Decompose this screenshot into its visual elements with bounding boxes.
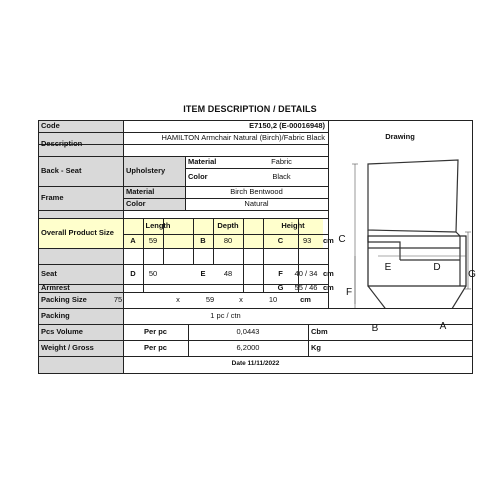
dim-c-value: 93	[303, 236, 312, 246]
upholstery-material-value: Fabric	[271, 157, 292, 167]
drawing-letter-b: B	[371, 323, 379, 334]
code-value: E7150,2 (E-00016948)	[249, 121, 325, 131]
seat-d-value: 50	[148, 269, 158, 279]
armrest-g-letter: G	[277, 283, 284, 293]
frame-label: Frame	[41, 193, 64, 203]
chair-drawing	[328, 144, 472, 308]
description-value: HAMILTON Armchair Natural (Birch)/Fabric Black	[161, 133, 325, 143]
volume-value: 0,0443	[236, 327, 260, 337]
volume-unit: Cbm	[311, 327, 328, 337]
packing-size-length: 75	[113, 295, 123, 305]
armrest-g-value: 55 / 46	[294, 283, 318, 293]
armrest-unit: cm	[323, 283, 334, 293]
height-header: Height	[281, 221, 305, 231]
packing-size-x2: x	[239, 295, 243, 305]
seat-e-letter: E	[200, 269, 206, 279]
dim-a-letter: A	[130, 236, 136, 246]
upholstery-material-label: Material	[188, 157, 217, 167]
code-label: Code	[41, 121, 60, 131]
drawing-letter-c: C	[338, 234, 346, 245]
packing-label: Packing	[41, 311, 70, 321]
frame-material-value: Birch Bentwood	[230, 187, 283, 197]
upholstery-color-value: Black	[272, 172, 291, 182]
drawing-letter-g: G	[468, 269, 476, 280]
back-seat-label: Back - Seat	[41, 166, 82, 176]
dim-b-letter: B	[200, 236, 206, 246]
seat-unit: cm	[323, 269, 334, 279]
weight-value: 6,2000	[236, 343, 260, 353]
packing-size-label: Packing Size	[41, 295, 87, 305]
sheet-title: ITEM DESCRIPTION / DETAILS	[183, 104, 317, 114]
weight-label: Weight / Gross	[41, 343, 94, 353]
frame-color-value: Natural	[244, 199, 269, 209]
depth-header: Depth	[217, 221, 239, 231]
seat-label: Seat	[41, 269, 57, 279]
description-label: Description	[41, 139, 83, 149]
drawing-letter-e: E	[384, 262, 392, 273]
length-header: Length	[145, 221, 171, 231]
upholstery-color-label: Color	[188, 172, 208, 182]
upholstery-label: Upholstery	[126, 166, 166, 176]
drawing-label: Drawing	[385, 132, 415, 142]
frame-material-label: Material	[126, 187, 155, 197]
packing-value: 1 pc / ctn	[210, 311, 241, 321]
drawing-letter-f: F	[345, 287, 353, 298]
packing-size-width: 59	[205, 295, 215, 305]
volume-per: Per pc	[144, 327, 167, 337]
packing-size-height: 10	[268, 295, 278, 305]
seat-f-letter: F	[278, 269, 283, 279]
date-footer: Date 11/11/2022	[231, 360, 280, 368]
overall-size-label: Overall Product Size	[41, 228, 114, 238]
volume-label: Pcs Volume	[41, 327, 83, 337]
dim-unit: cm	[323, 236, 334, 246]
spec-sheet	[38, 120, 476, 374]
weight-unit: Kg	[311, 343, 321, 353]
weight-per: Per pc	[144, 343, 167, 353]
dim-b-value: 80	[223, 236, 233, 246]
drawing-letter-d: D	[433, 262, 441, 273]
frame-color-label: Color	[126, 199, 146, 209]
packing-size-x1: x	[176, 295, 180, 305]
drawing-letter-a: A	[439, 321, 447, 332]
seat-d-letter: D	[130, 269, 136, 279]
packing-size-unit: cm	[300, 295, 311, 305]
armrest-label: Armrest	[41, 283, 70, 293]
dim-c-letter: C	[277, 236, 284, 246]
dim-a-value: 59	[148, 236, 158, 246]
seat-e-value: 48	[223, 269, 233, 279]
seat-f-value: 40 / 34	[294, 269, 318, 279]
